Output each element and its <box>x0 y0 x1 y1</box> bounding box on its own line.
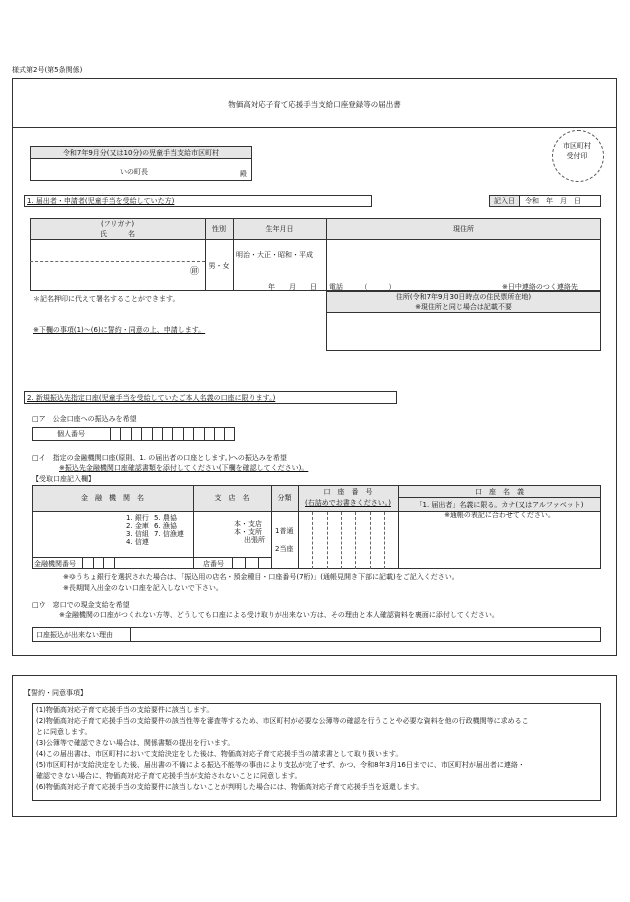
consent-item: 確認できない場合に、物価高対応子育て応援手当が支給されないことに同意します。 <box>36 772 302 780</box>
prev-address-note: ※現住所と同じ場合は記載不要 <box>415 303 512 311</box>
consent-item: (5)市区町村が支給決定をした後、届出書の不備による振込不能等の事由により支払が完了せず、かつ、令和8年3月16日までに、市区町村が届出者に連絡・ <box>36 761 525 769</box>
bank-type-2[interactable]: 2. 金庫 <box>126 522 149 530</box>
dono: 殿 <box>240 170 247 178</box>
consent-title: 【誓約・同意事項】 <box>24 689 87 697</box>
bank-type-1[interactable]: 1. 銀行 <box>126 514 149 522</box>
stamp-line1: 市区町村 <box>563 142 591 150</box>
holder-head-line <box>398 497 601 498</box>
form-title: 物価高対応子育て応援手当支給口座登録等の届出書 <box>228 100 401 109</box>
branch-type-1[interactable]: 本・支店 <box>234 520 262 528</box>
prev-address-divider <box>326 312 601 313</box>
account-number-head: 口 座 番 号 <box>323 488 373 496</box>
branch-type-2[interactable]: 本・支所 <box>234 528 262 536</box>
bank-type-6[interactable]: 6. 漁協 <box>154 522 177 530</box>
digit-cell[interactable] <box>103 557 114 569</box>
holder-note-2: ※通帳の表記に合わせてください。 <box>444 511 555 519</box>
birth-era[interactable]: 明治・大正・昭和・平成 <box>236 251 313 259</box>
yucho-note-1: ※ゆうちょ銀行を選択された場合は、「振込用の店名・預金種目・口座番号(7桁)」(通帳見開き下部に記載)をご記入ください。 <box>63 573 459 581</box>
sec2-title: 2. 新規振込先指定口座(児童手当を受給していたご本人名義の口座に限ります。) <box>27 394 276 402</box>
account-digit-divider <box>355 512 356 569</box>
seal-note: ＊記名押印に代えて署名することができます。 <box>33 295 180 303</box>
bank-type-7[interactable]: 7. 信漁連 <box>154 530 184 538</box>
digit-cell[interactable] <box>224 427 234 441</box>
stamp-line2: 受付印 <box>566 152 588 160</box>
reason-label: 口座振込が出来ない理由 <box>36 631 113 639</box>
class-type-1[interactable]: 1普通 <box>275 527 294 535</box>
digit-cell[interactable] <box>82 557 93 569</box>
name-label: 氏 名 <box>100 230 135 238</box>
account-digit-divider <box>384 512 385 569</box>
holder-note-1: 「1. 届出者」名義に限る。カナ(又はアルファベット) <box>415 501 584 509</box>
digit-cell[interactable] <box>232 557 245 569</box>
individual-number-label: 個人番号 <box>57 430 85 438</box>
consent-item: (6)物価高対応子育て応援手当の支給要件に該当しないことが判明した場合には、物価高対応子育て応援手当を返還します。 <box>36 783 424 791</box>
option-a[interactable]: □ア 公金口座への振込みを希望 <box>32 415 137 423</box>
digit-cell[interactable] <box>183 427 193 441</box>
prev-address-label: 住所(令和7年9月30日時点の住民票所在地) <box>395 293 532 301</box>
holder-head: 口 座 名 義 <box>475 488 524 496</box>
sec1-title: 1. 届出者・申請者(児童手当を受給していた方) <box>27 197 175 205</box>
daytime-note: ※日中連絡のつく連絡先 <box>502 283 578 291</box>
gender-value[interactable]: 男・女 <box>208 262 230 270</box>
consent-item: (1)物価高対応子育て応援手当の支給要件に該当します。 <box>36 706 214 714</box>
digit-cell[interactable] <box>172 427 182 441</box>
account-digit-divider <box>370 512 371 569</box>
digit-cell[interactable] <box>204 427 214 441</box>
option-u[interactable]: □ウ 窓口での現金支給を希望 <box>32 601 130 609</box>
bank-name-head: 金 融 機 関 名 <box>81 494 144 502</box>
furigana-label: (フリガナ) <box>100 220 135 228</box>
account-digit-divider <box>341 512 342 569</box>
option-i[interactable]: □イ 指定の金融機関口座(原則、1. の届出者の口座とします。)への振込みを希望 <box>32 454 287 462</box>
branch-code-label: 店番号 <box>203 560 224 568</box>
address-head: 現住所 <box>453 225 474 233</box>
digit-cell[interactable] <box>245 557 258 569</box>
digit-cell[interactable] <box>120 427 130 441</box>
account-digit-divider <box>327 512 328 569</box>
yucho-note-2: ※長期間入出金のない口座を記入しないで下さい。 <box>63 584 223 592</box>
digit-cell[interactable] <box>131 427 141 441</box>
digit-cell[interactable] <box>258 557 271 569</box>
entry-date-label: 記入日 <box>494 197 515 205</box>
digit-cell[interactable] <box>152 427 162 441</box>
digit-cell[interactable] <box>110 427 120 441</box>
branch-code-cells[interactable] <box>232 557 271 569</box>
pledge-text: ※下欄の事項(1)～(6)に誓約・同意の上、申請します。 <box>33 326 206 334</box>
class-head: 分類 <box>277 494 292 502</box>
consent-item: (2)物価高対応子育て応援手当の支給要件の該当性等を審査等するため、市区町村が必要な公簿等の確認を行うことや必要な資料を他の行政機関等に求めるこ <box>36 717 529 725</box>
account-number-note: (右詰めでお書きください。) <box>305 499 391 507</box>
form-number: 様式第2号(第5条関係) <box>12 66 83 74</box>
seal-mark: ㊞ <box>190 267 200 277</box>
bank-code-label: 金融機関番号 <box>34 560 76 568</box>
consent-item: とに同意します。 <box>36 728 92 736</box>
individual-number-cells[interactable] <box>110 427 235 441</box>
reason-box[interactable] <box>32 627 601 642</box>
option-i-note: ※振込先金融機関口座確認書類を添付してください(下欄を確認してください)。 <box>59 464 309 472</box>
branch-type-3[interactable]: 出張所 <box>244 536 265 544</box>
account-digit-divider <box>312 512 313 569</box>
birth-head: 生年月日 <box>265 225 294 233</box>
branch-name-head: 支 店 名 <box>214 494 250 502</box>
class-type-2[interactable]: 2当座 <box>275 545 294 553</box>
consent-items <box>36 706 598 794</box>
digit-cell[interactable] <box>93 557 104 569</box>
digit-cell[interactable] <box>162 427 172 441</box>
account-number-cells[interactable] <box>298 512 398 569</box>
bank-type-5[interactable]: 5. 農協 <box>154 514 177 522</box>
furigana-divider <box>30 261 205 263</box>
reason-divider <box>130 627 131 642</box>
birth-ymd[interactable]: 年 月 日 <box>268 283 317 291</box>
bank-type-4[interactable]: 4. 信連 <box>126 538 149 546</box>
account-section-title: 【受取口座記入欄】 <box>32 475 95 483</box>
option-u-note: ※金融機関の口座がつくれない方等、どうしても口座による受け取りが出来ない方は、その理由と本人確認資料を裏面に添付してください。 <box>59 611 499 619</box>
digit-cell[interactable] <box>214 427 224 441</box>
addressee-header-text: 令和7年9月分(又は10分)の児童手当支給市区町村 <box>62 149 220 157</box>
header-bottom <box>30 239 601 240</box>
title-divider <box>12 127 617 128</box>
digit-cell[interactable] <box>141 427 151 441</box>
gender-head: 性別 <box>212 225 226 233</box>
phone-label: 電話 （ ） <box>329 283 396 291</box>
digit-cell[interactable] <box>193 427 203 441</box>
digit-cell[interactable] <box>114 557 125 569</box>
mayor-name: いの町長 <box>120 168 148 176</box>
bank-code-cells[interactable] <box>82 557 124 569</box>
consent-item: (3)公簿等で確認できない場合は、関係書類の提出を行います。 <box>36 739 235 747</box>
consent-item: (4)この届出書は、市区町村において支給決定をした後は、物価高対応子育て応援手当の請求書として取り扱います。 <box>36 750 403 758</box>
bank-type-3[interactable]: 3. 信組 <box>126 530 149 538</box>
entry-date: 令和 年 月 日 <box>525 197 581 205</box>
